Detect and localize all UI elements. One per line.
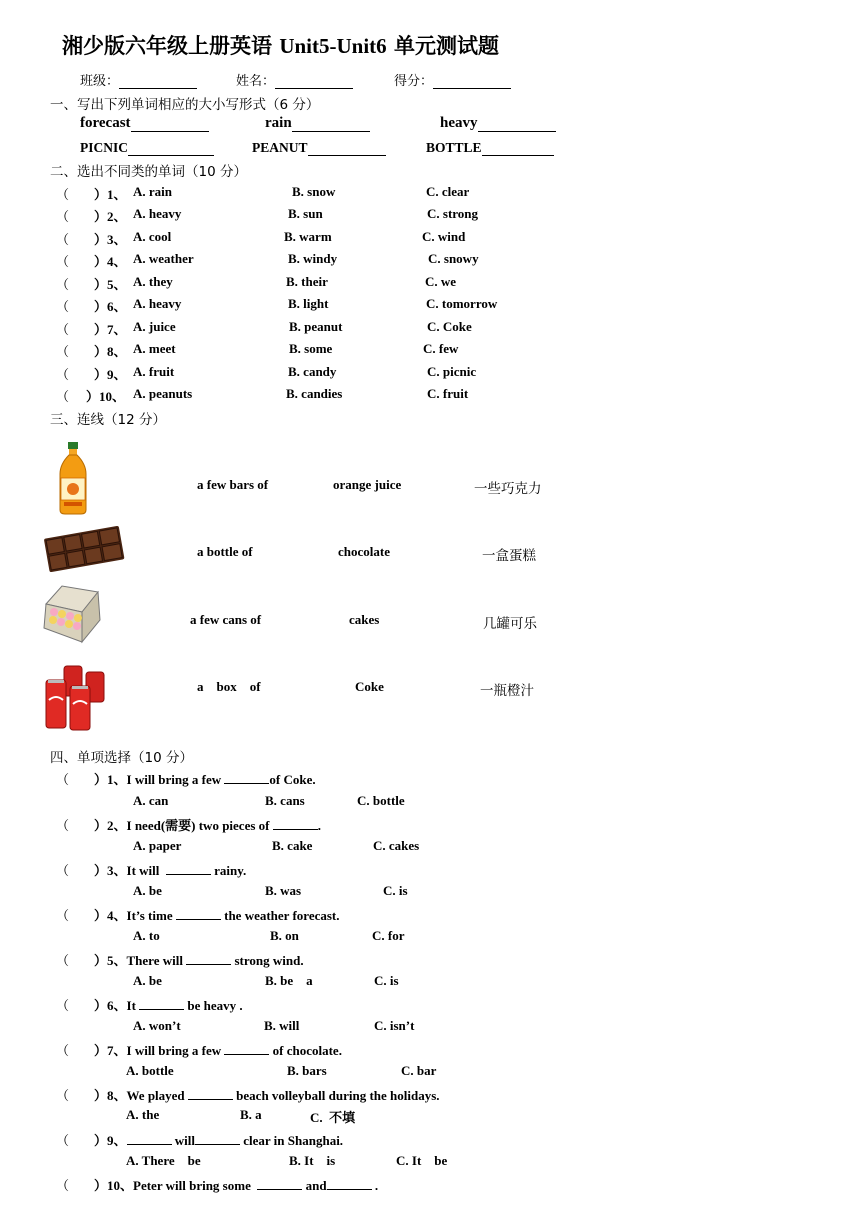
question-text: It bbox=[126, 998, 140, 1013]
name-blank[interactable] bbox=[275, 74, 353, 89]
question-text: and bbox=[302, 1178, 327, 1193]
answer-blank[interactable] bbox=[186, 954, 231, 965]
case-word-text: heavy bbox=[440, 115, 478, 131]
score-label: 得分： bbox=[394, 74, 434, 89]
mc-option[interactable]: C. is bbox=[374, 973, 399, 988]
answer-blank[interactable] bbox=[128, 141, 214, 156]
section-3-heading: 三、连线（12 分） bbox=[50, 412, 166, 428]
case-word-forecast bbox=[80, 115, 209, 132]
answer-blank[interactable] bbox=[166, 864, 211, 875]
mc-option[interactable]: C. isn’t bbox=[374, 1018, 415, 1033]
answer-blank[interactable] bbox=[224, 1044, 269, 1055]
mc-option[interactable]: A. to bbox=[133, 928, 160, 943]
question-number: ）2、 bbox=[94, 818, 127, 833]
answer-paren[interactable]: （ bbox=[56, 909, 70, 924]
class-label: 班级： bbox=[80, 74, 120, 89]
answer-paren[interactable]: （ bbox=[56, 255, 70, 270]
mc-question bbox=[94, 950, 304, 969]
option-b: B. warm bbox=[284, 229, 332, 244]
coke-cans-icon bbox=[42, 664, 112, 732]
mc-question bbox=[94, 1085, 440, 1104]
mc-question bbox=[94, 1175, 378, 1194]
case-word-text: BOTTLE bbox=[426, 140, 482, 155]
question-number: ）9、 bbox=[94, 1133, 127, 1148]
mc-option[interactable]: C. bar bbox=[401, 1063, 437, 1078]
answer-paren[interactable]: （ bbox=[56, 390, 70, 405]
mc-option[interactable]: C. is bbox=[383, 883, 408, 898]
question-number: ）3、 bbox=[94, 863, 127, 878]
option-c: C. clear bbox=[426, 184, 470, 199]
question-text: There will bbox=[126, 953, 187, 968]
match-item[interactable]: cakes bbox=[349, 612, 380, 627]
answer-blank[interactable] bbox=[195, 1134, 240, 1145]
mc-option[interactable]: A. won’t bbox=[133, 1018, 181, 1033]
option-a: A. juice bbox=[133, 319, 176, 334]
chocolate-bar-icon bbox=[40, 520, 128, 576]
question-text: Peter will bring some bbox=[133, 1178, 258, 1193]
option-b: B. peanut bbox=[289, 319, 343, 334]
title-prefix: 湘少版六年级上册英语 bbox=[62, 34, 280, 58]
match-phrase[interactable]: a few cans of bbox=[190, 612, 262, 627]
answer-paren[interactable]: （ bbox=[56, 278, 70, 293]
case-word-text: PEANUT bbox=[252, 140, 308, 155]
question-number: ）2、 bbox=[94, 209, 127, 224]
question-text: I will bring a few bbox=[126, 1043, 225, 1058]
question-number: ）5、 bbox=[94, 277, 127, 292]
page-title bbox=[62, 30, 499, 60]
title-suffix: 单元测试题 bbox=[386, 34, 499, 58]
answer-paren[interactable]: （ bbox=[56, 954, 70, 969]
section-2-heading: 二、选出不同类的单词（10 分） bbox=[50, 164, 247, 180]
answer-paren[interactable]: （ bbox=[56, 300, 70, 315]
question-number: ）8、 bbox=[94, 344, 127, 359]
mc-option[interactable]: B. on bbox=[270, 928, 299, 943]
match-phrase[interactable]: a box of bbox=[197, 679, 261, 694]
option-a: A. heavy bbox=[133, 206, 182, 221]
question-text: beach volleyball during the holidays. bbox=[232, 1088, 440, 1103]
answer-blank[interactable] bbox=[176, 909, 221, 920]
mc-option[interactable]: A. bottle bbox=[126, 1063, 174, 1078]
answer-paren[interactable]: （ bbox=[56, 1179, 70, 1194]
match-item[interactable]: chocolate bbox=[338, 544, 390, 559]
question-number: ）1、 bbox=[94, 772, 127, 787]
answer-paren[interactable]: （ bbox=[56, 999, 70, 1014]
question-text: of Coke. bbox=[269, 772, 316, 787]
option-c: C. few bbox=[423, 341, 459, 356]
mc-question bbox=[94, 860, 246, 879]
answer-paren[interactable]: （ bbox=[56, 773, 70, 788]
question-text: . bbox=[317, 818, 321, 833]
option-a: A. cool bbox=[133, 229, 172, 244]
option-c: C. fruit bbox=[427, 386, 469, 401]
question-number: ）6、 bbox=[94, 998, 127, 1013]
answer-blank[interactable] bbox=[292, 116, 370, 132]
answer-blank[interactable] bbox=[482, 141, 554, 156]
cake-box-icon bbox=[40, 582, 104, 652]
option-a: A. rain bbox=[133, 184, 172, 199]
question-text: rainy. bbox=[210, 863, 247, 878]
answer-blank[interactable] bbox=[127, 1134, 172, 1145]
mc-question bbox=[94, 1130, 343, 1149]
answer-paren[interactable]: （ bbox=[56, 345, 70, 360]
mc-option[interactable]: B. will bbox=[264, 1018, 300, 1033]
mc-option[interactable]: A. the bbox=[126, 1107, 160, 1122]
question-text: It’s time bbox=[126, 908, 176, 923]
option-b: B. windy bbox=[288, 251, 338, 266]
mc-option[interactable]: B. be a bbox=[265, 973, 313, 988]
question-text: be heavy . bbox=[184, 998, 243, 1013]
mc-option[interactable]: B. cans bbox=[265, 793, 305, 808]
option-c: C. strong bbox=[427, 206, 479, 221]
question-text: I need(需要) two pieces of bbox=[126, 818, 273, 833]
mc-option[interactable]: A. paper bbox=[133, 838, 182, 853]
match-chinese[interactable]: 几罐可乐 bbox=[483, 616, 537, 632]
question-number: ）8、 bbox=[94, 1088, 127, 1103]
answer-paren[interactable]: （ bbox=[56, 1134, 70, 1149]
question-text: I will bring a few bbox=[126, 772, 225, 787]
answer-blank[interactable] bbox=[273, 819, 318, 830]
mc-question bbox=[94, 769, 316, 788]
option-b: B. snow bbox=[292, 184, 336, 199]
question-number: ）4、 bbox=[94, 908, 127, 923]
question-text: We played bbox=[126, 1088, 188, 1103]
answer-paren[interactable]: （ bbox=[56, 1089, 70, 1104]
case-word-text: rain bbox=[265, 115, 292, 131]
case-word-peanut bbox=[252, 140, 386, 156]
option-b: B. sun bbox=[288, 206, 323, 221]
mc-question bbox=[94, 1040, 342, 1059]
answer-paren[interactable]: （ bbox=[56, 233, 70, 248]
match-item[interactable]: Coke bbox=[355, 679, 384, 694]
question-number: ）4、 bbox=[94, 254, 127, 269]
match-phrase[interactable]: a bottle of bbox=[197, 544, 253, 559]
option-b: B. candies bbox=[286, 386, 343, 401]
mc-option[interactable]: A. be bbox=[133, 973, 162, 988]
option-a: A. meet bbox=[133, 341, 176, 356]
name-field bbox=[236, 70, 353, 89]
answer-paren[interactable]: （ bbox=[56, 323, 70, 338]
answer-blank[interactable] bbox=[478, 116, 556, 132]
case-word-text: PICNIC bbox=[80, 140, 129, 155]
mc-option[interactable]: A. can bbox=[133, 793, 169, 808]
mc-question bbox=[94, 995, 243, 1014]
match-chinese[interactable]: 一些巧克力 bbox=[474, 481, 542, 497]
question-number: ）3、 bbox=[94, 232, 127, 247]
orange-juice-bottle-icon bbox=[56, 440, 90, 516]
option-c: C. tomorrow bbox=[426, 296, 498, 311]
name-label: 姓名： bbox=[236, 74, 276, 89]
option-b: B. their bbox=[286, 274, 328, 289]
section-4-heading: 四、单项选择（10 分） bbox=[50, 750, 193, 766]
mc-option[interactable]: C. It be bbox=[396, 1153, 448, 1168]
match-chinese[interactable]: 一瓶橙汁 bbox=[480, 683, 534, 699]
mc-option[interactable]: C. bottle bbox=[357, 793, 405, 808]
option-a: A. they bbox=[133, 274, 173, 289]
case-word-text: forecast bbox=[80, 115, 131, 131]
answer-blank[interactable] bbox=[188, 1089, 233, 1100]
option-c: C. snowy bbox=[428, 251, 479, 266]
question-number: ）7、 bbox=[94, 322, 127, 337]
question-number: ）6、 bbox=[94, 299, 127, 314]
mc-option[interactable]: B. a bbox=[240, 1107, 262, 1122]
answer-blank[interactable] bbox=[308, 141, 386, 156]
section-1-heading: 一、写出下列单词相应的大小写形式（6 分） bbox=[50, 97, 320, 113]
question-number: ）9、 bbox=[94, 367, 127, 382]
score-blank[interactable] bbox=[433, 74, 511, 89]
option-c: C. we bbox=[425, 274, 457, 289]
answer-paren[interactable]: （ bbox=[56, 188, 70, 203]
option-c: C. wind bbox=[422, 229, 466, 244]
case-word-rain bbox=[265, 115, 370, 132]
question-text: will bbox=[171, 1133, 195, 1148]
option-a: A. peanuts bbox=[133, 386, 193, 401]
option-a: A. fruit bbox=[133, 364, 175, 379]
mc-option[interactable]: B. It is bbox=[289, 1153, 336, 1168]
title-units: Unit5-Unit6 bbox=[279, 34, 387, 58]
question-text: strong wind. bbox=[231, 953, 304, 968]
mc-option[interactable]: C. for bbox=[372, 928, 405, 943]
option-a: A. heavy bbox=[133, 296, 182, 311]
mc-option[interactable]: A. There be bbox=[126, 1153, 201, 1168]
mc-option[interactable]: B. bars bbox=[287, 1063, 327, 1078]
question-text: of chocolate. bbox=[269, 1043, 342, 1058]
mc-option[interactable]: B. was bbox=[265, 883, 302, 898]
answer-blank[interactable] bbox=[139, 999, 184, 1010]
case-word-bottle bbox=[426, 140, 554, 156]
answer-paren[interactable]: （ bbox=[56, 210, 70, 225]
option-c: C. picnic bbox=[427, 364, 477, 379]
answer-paren[interactable]: （ bbox=[56, 819, 70, 834]
question-text: . bbox=[371, 1178, 379, 1193]
answer-blank[interactable] bbox=[327, 1179, 372, 1190]
question-number: ）7、 bbox=[94, 1043, 127, 1058]
score-field bbox=[394, 70, 511, 89]
question-text: the weather forecast. bbox=[220, 908, 340, 923]
case-word-heavy bbox=[440, 115, 556, 132]
mc-option[interactable]: C. cakes bbox=[373, 838, 420, 853]
question-text: It will bbox=[126, 863, 166, 878]
match-chinese[interactable]: 一盒蛋糕 bbox=[482, 548, 536, 564]
mc-option[interactable]: C. 不填 bbox=[310, 1110, 356, 1125]
option-b: B. some bbox=[289, 341, 333, 356]
answer-paren[interactable]: （ bbox=[56, 368, 70, 383]
question-text: clear in Shanghai. bbox=[240, 1133, 344, 1148]
question-number: ）10、 bbox=[94, 1178, 134, 1193]
answer-paren[interactable]: （ bbox=[56, 1044, 70, 1059]
mc-option[interactable]: B. cake bbox=[272, 838, 313, 853]
option-a: A. weather bbox=[133, 251, 194, 266]
answer-paren[interactable]: （ bbox=[56, 864, 70, 879]
option-b: B. candy bbox=[288, 364, 337, 379]
answer-blank[interactable] bbox=[224, 773, 269, 784]
question-number: ）5、 bbox=[94, 953, 127, 968]
answer-blank[interactable] bbox=[257, 1179, 302, 1190]
mc-question bbox=[94, 905, 340, 924]
mc-question bbox=[94, 815, 321, 834]
question-number: ）10、 bbox=[86, 389, 126, 404]
case-word-picnic bbox=[80, 140, 214, 156]
class-field bbox=[80, 70, 197, 89]
mc-option[interactable]: A. be bbox=[133, 883, 162, 898]
option-b: B. light bbox=[288, 296, 329, 311]
class-blank[interactable] bbox=[119, 74, 197, 89]
match-phrase[interactable]: a few bars of bbox=[197, 477, 269, 492]
question-number: ）1、 bbox=[94, 187, 127, 202]
option-c: C. Coke bbox=[427, 319, 472, 334]
match-item[interactable]: orange juice bbox=[333, 477, 402, 492]
answer-blank[interactable] bbox=[131, 116, 209, 132]
